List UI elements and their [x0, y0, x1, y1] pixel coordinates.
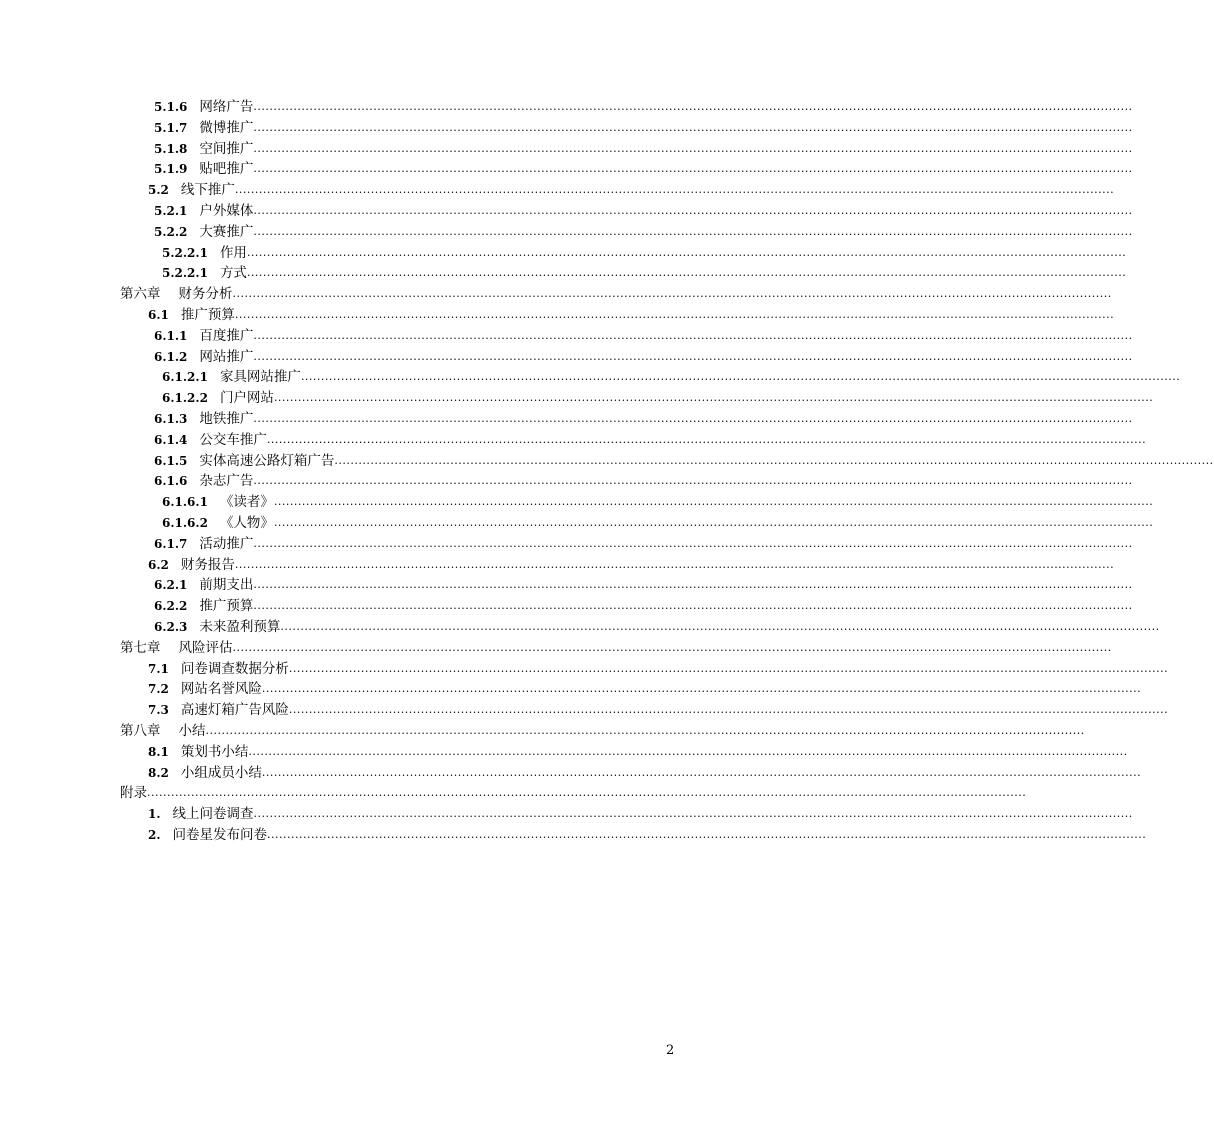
toc-entry-title: 问卷调查数据分析	[180, 660, 289, 677]
toc-entry-title: 百度推广	[199, 327, 254, 344]
toc-leader-dots: ............................................................................................................................................................................................................................	[253, 141, 1133, 155]
toc-entry-number: 5.2.2	[154, 224, 188, 239]
toc-leader-dots: ............................................................................................................................................................................................................................	[261, 765, 1142, 779]
toc-leader-dots: ............................................................................................................................................................................................................................	[147, 786, 1027, 800]
toc-entry[interactable]	[120, 284, 1112, 304]
toc-entry-title: 《读者》	[219, 494, 274, 511]
toc-entry[interactable]	[154, 97, 1133, 117]
toc-leader-dots: ............................................................................................................................................................................................................................	[273, 516, 1154, 529]
toc-leader-dots: ............................................................................................................................................................................................................................	[300, 370, 1181, 384]
toc-entry[interactable]	[148, 804, 1133, 824]
toc-entry-number: 2.	[148, 828, 161, 842]
toc-entry-number: 5.1.6	[154, 100, 188, 114]
toc-leader-dots: ............................................................................................................................................................................................................................	[253, 162, 1133, 176]
toc-entry[interactable]	[154, 409, 1133, 429]
toc-entry-number: 5.1.7	[154, 120, 188, 135]
toc-entry[interactable]	[148, 305, 1115, 325]
toc-entry-number: 6.1.2.1	[162, 370, 208, 385]
toc-entry-title: 方式	[219, 265, 247, 282]
toc-leader-dots: ............................................................................................................................................................................................................................	[253, 578, 1133, 592]
toc-leader-dots: ............................................................................................................................................................................................................................	[273, 495, 1154, 509]
toc-entry[interactable]	[154, 534, 1133, 554]
toc-entry-number: 7.3	[148, 703, 169, 718]
toc-entry-number: 6.1	[148, 308, 169, 322]
toc-leader-dots: ............................................................................................................................................................................................................................	[288, 661, 1169, 675]
toc-entry[interactable]	[148, 825, 1147, 845]
toc-entry[interactable]	[148, 180, 1115, 200]
toc-entry-title: 杂志广告	[199, 473, 254, 490]
toc-leader-dots: ............................................................................................................................................................................................................................	[253, 412, 1133, 425]
toc-entry[interactable]	[120, 721, 1085, 741]
toc-entry-title: 财务分析	[178, 286, 233, 303]
toc-entry[interactable]	[154, 139, 1133, 159]
toc-leader-dots: ............................................................................................................................................................................................................................	[253, 474, 1133, 488]
toc-entry-number: 1.	[148, 807, 161, 822]
toc-entry-number: 8.1	[148, 744, 169, 759]
toc-entry-title: 策划书小结	[180, 743, 249, 760]
toc-leader-dots: ............................................................................................................................................................................................................................	[232, 287, 1112, 301]
toc-entry-title: 大赛推广	[199, 223, 254, 240]
toc-entry[interactable]	[154, 159, 1133, 179]
toc-entry-title: 门户网站	[219, 390, 274, 407]
toc-entry-title: 网站名誉风险	[180, 681, 262, 698]
toc-leader-dots: ............................................................................................................................................................................................................................	[234, 557, 1115, 571]
toc-entry-number: 6.1.4	[154, 432, 188, 447]
toc-entry-number: 5.2.1	[154, 204, 188, 218]
toc-leader-dots: ............................................................................................................................................................................................................................	[266, 432, 1147, 446]
toc-entry-number: 5.2.2.1	[162, 266, 208, 281]
toc-entry-number: 6.1.6	[154, 474, 188, 489]
toc-entry-title: 实体高速公路灯箱广告	[199, 452, 335, 469]
toc-entry[interactable]	[148, 700, 1169, 720]
toc-leader-dots: ............................................................................................................................................................................................................................	[334, 453, 1214, 467]
toc-entry-number: 6.1.3	[154, 412, 188, 426]
toc-entry[interactable]	[148, 555, 1115, 575]
toc-entry[interactable]	[154, 451, 1214, 471]
toc-entry[interactable]	[154, 575, 1133, 595]
toc-leader-dots: ............................................................................................................................................................................................................................	[232, 640, 1112, 654]
toc-entry[interactable]	[162, 513, 1154, 533]
toc-leader-dots: ............................................................................................................................................................................................................................	[248, 744, 1128, 758]
toc-leader-dots: ............................................................................................................................................................................................................................	[253, 100, 1133, 113]
page-number: 2	[666, 1043, 675, 1058]
toc-entry[interactable]	[154, 430, 1147, 450]
toc-entry-title: 线下推广	[180, 182, 235, 199]
toc-entry-title: 公交车推广	[199, 431, 267, 448]
toc-entry[interactable]	[162, 388, 1154, 408]
toc-entry[interactable]	[148, 742, 1128, 762]
toc-entry-number: 8.2	[148, 765, 169, 780]
toc-entry[interactable]	[154, 596, 1133, 616]
toc-leader-dots: ............................................................................................................................................................................................................................	[234, 183, 1115, 197]
toc-entry-number: 第七章	[120, 639, 161, 656]
toc-entry-number: 5.2	[148, 183, 169, 198]
toc-entry[interactable]	[162, 243, 1127, 263]
toc-entry-number: 6.1.2.2	[162, 391, 208, 406]
toc-entry[interactable]	[148, 763, 1142, 783]
toc-leader-dots: ............................................................................................................................................................................................................................	[253, 349, 1133, 363]
toc-entry-title: 财务报告	[180, 556, 235, 573]
toc-entry[interactable]	[154, 326, 1133, 346]
toc-entry-title: 风险评估	[178, 639, 233, 656]
toc-entry[interactable]	[120, 638, 1112, 658]
toc-leader-dots: ............................................................................................................................................................................................................................	[288, 703, 1169, 717]
toc-leader-dots: ............................................................................................................................................................................................................................	[253, 328, 1133, 342]
toc-entry-number: 5.1.8	[154, 141, 188, 156]
toc-leader-dots: ............................................................................................................................................................................................................................	[205, 724, 1085, 737]
toc-leader-dots: ............................................................................................................................................................................................................................	[253, 204, 1133, 217]
toc-entry-title: 贴吧推广	[199, 161, 254, 178]
toc-entry-title: 小组成员小结	[180, 764, 262, 781]
toc-entry-number: 6.1.2	[154, 349, 188, 364]
toc-leader-dots: ............................................................................................................................................................................................................................	[246, 266, 1127, 280]
toc-entry-number: 第八章	[120, 723, 161, 739]
toc-entry-title: 家具网站推广	[219, 369, 301, 386]
toc-leader-dots: ............................................................................................................................................................................................................................	[261, 682, 1142, 696]
toc-entry-title: 网络广告	[199, 99, 254, 115]
toc-leader-dots: ............................................................................................................................................................................................................................	[273, 391, 1154, 405]
toc-entry[interactable]	[148, 659, 1169, 679]
toc-entry-title: 问卷星发布问卷	[172, 827, 268, 843]
toc-entry-title: 空间推广	[199, 140, 254, 157]
toc-entry-number: 7.2	[148, 682, 169, 697]
toc-entry-number: 6.2.3	[154, 620, 188, 634]
toc-entry-number: 5.1.9	[154, 162, 188, 177]
toc-entry[interactable]	[154, 222, 1133, 242]
toc-leader-dots: ............................................................................................................................................................................................................................	[246, 245, 1127, 259]
toc-entry[interactable]	[154, 617, 1160, 637]
toc-leader-dots: ............................................................................................................................................................................................................................	[234, 308, 1115, 321]
toc-leader-dots: ............................................................................................................................................................................................................................	[253, 224, 1133, 238]
toc-entry-title: 推广预算	[180, 307, 235, 323]
toc-entry-title: 户外媒体	[199, 203, 254, 219]
toc-entry-title: 活动推广	[199, 535, 254, 552]
toc-entry-title: 推广预算	[199, 598, 254, 615]
toc-leader-dots: ............................................................................................................................................................................................................................	[253, 120, 1133, 134]
toc-entry-number: 7.1	[148, 661, 169, 676]
toc-entry-number: 第六章	[120, 286, 161, 303]
toc-entry-title: 网站推广	[199, 348, 254, 365]
toc-entry-number: 附录	[120, 785, 147, 802]
toc-leader-dots: ............................................................................................................................................................................................................................	[253, 536, 1133, 550]
toc-entry-title: 《人物》	[219, 515, 274, 531]
toc-entry[interactable]	[148, 679, 1142, 699]
toc-entry-title: 作用	[219, 244, 247, 261]
toc-leader-dots: ............................................................................................................................................................................................................................	[267, 828, 1147, 841]
toc-leader-dots: ............................................................................................................................................................................................................................	[253, 599, 1133, 613]
toc-entry-title: 未来盈利预算	[199, 619, 281, 635]
toc-entry-title: 前期支出	[199, 577, 254, 594]
toc-entry-number: 6.1.6.2	[162, 516, 208, 530]
toc-leader-dots: ............................................................................................................................................................................................................................	[253, 807, 1133, 821]
toc-entry-title: 高速灯箱广告风险	[180, 702, 289, 719]
toc-entry[interactable]	[162, 492, 1154, 512]
toc-leader-dots: ............................................................................................................................................................................................................................	[280, 620, 1160, 633]
toc-entry-title: 微博推广	[199, 119, 254, 136]
toc-entry[interactable]	[162, 367, 1181, 387]
toc-entry[interactable]	[162, 263, 1127, 283]
toc-entry[interactable]	[120, 783, 1027, 803]
toc-entry-number: 6.1.6.1	[162, 495, 208, 510]
toc-entry-number: 6.1.5	[154, 453, 188, 468]
toc-entry-number: 5.2.2.1	[162, 245, 208, 260]
toc-entry-title: 线上问卷调查	[172, 806, 254, 823]
toc-entry-number: 6.2.1	[154, 578, 188, 593]
toc-entry-number: 6.1.1	[154, 328, 188, 343]
toc-entry-title: 地铁推广	[199, 411, 254, 427]
toc-entry[interactable]	[154, 201, 1133, 221]
toc-entry[interactable]	[154, 347, 1133, 367]
toc-entry-number: 6.2.2	[154, 599, 188, 614]
toc-entry[interactable]	[154, 471, 1133, 491]
toc-entry-title: 小结	[178, 723, 206, 739]
toc-entry-number: 6.2	[148, 557, 169, 572]
toc-entry[interactable]	[154, 118, 1133, 138]
toc-entry-number: 6.1.7	[154, 536, 188, 551]
